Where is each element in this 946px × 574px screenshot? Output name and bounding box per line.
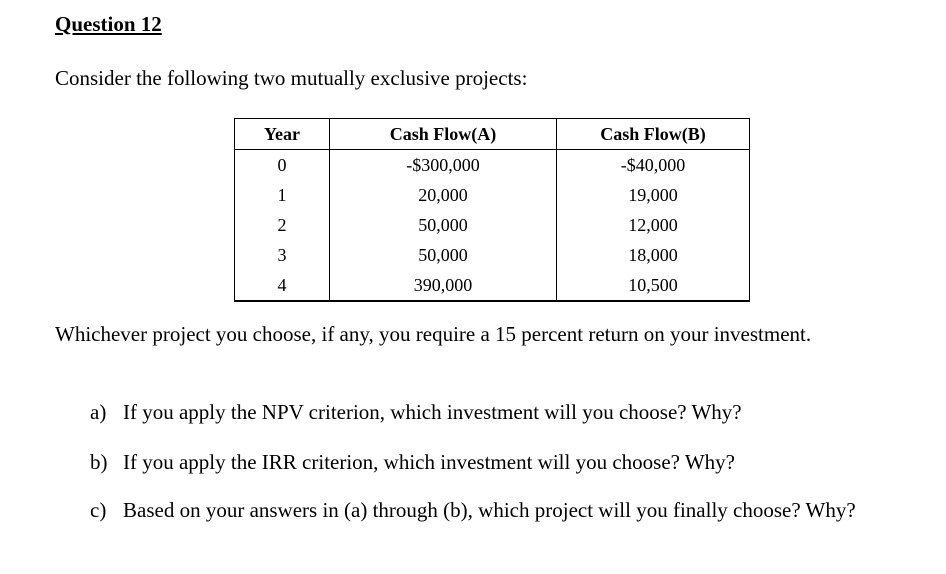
cell-cash-flow-b: -$40,000	[557, 150, 750, 181]
question-label: c)	[90, 498, 107, 522]
question-item-a	[90, 400, 742, 425]
header-year: Year	[235, 119, 330, 150]
question-item-b	[90, 450, 735, 475]
question-text: If you apply the IRR criterion, which investment will you choose? Why?	[123, 450, 735, 474]
cell-cash-flow-b: 10,500	[557, 270, 750, 301]
cell-year: 2	[235, 210, 330, 240]
cell-cash-flow-a: 50,000	[330, 240, 557, 270]
question-label: a)	[90, 400, 107, 424]
cell-cash-flow-b: 18,000	[557, 240, 750, 270]
table-row	[235, 150, 750, 181]
question-label: b)	[90, 450, 108, 474]
cell-cash-flow-b: 12,000	[557, 210, 750, 240]
table-row	[235, 180, 750, 210]
header-cash-flow-a: Cash Flow(A)	[330, 119, 557, 150]
question-heading: Question 12	[55, 12, 162, 36]
question-text: If you apply the NPV criterion, which investment will you choose? Why?	[123, 400, 742, 424]
cell-cash-flow-a: 20,000	[330, 180, 557, 210]
cell-cash-flow-a: 390,000	[330, 270, 557, 301]
cell-cash-flow-a: 50,000	[330, 210, 557, 240]
question-item-c	[90, 498, 856, 523]
question-text: Based on your answers in (a) through (b), which project will you finally choose? Why?	[123, 498, 856, 522]
intro-text: Consider the following two mutually exclusive projects:	[55, 66, 528, 90]
cell-year: 0	[235, 150, 330, 181]
header-cash-flow-b: Cash Flow(B)	[557, 119, 750, 150]
cell-year: 1	[235, 180, 330, 210]
cell-year: 4	[235, 270, 330, 301]
return-requirement-note: Whichever project you choose, if any, you require a 15 percent return on your investment.	[55, 322, 812, 346]
cell-year: 3	[235, 240, 330, 270]
table-header-row	[235, 119, 750, 150]
table-row	[235, 210, 750, 240]
table-row	[235, 270, 750, 301]
table-row	[235, 240, 750, 270]
cell-cash-flow-b: 19,000	[557, 180, 750, 210]
cash-flow-table	[234, 118, 750, 302]
cell-cash-flow-a: -$300,000	[330, 150, 557, 181]
